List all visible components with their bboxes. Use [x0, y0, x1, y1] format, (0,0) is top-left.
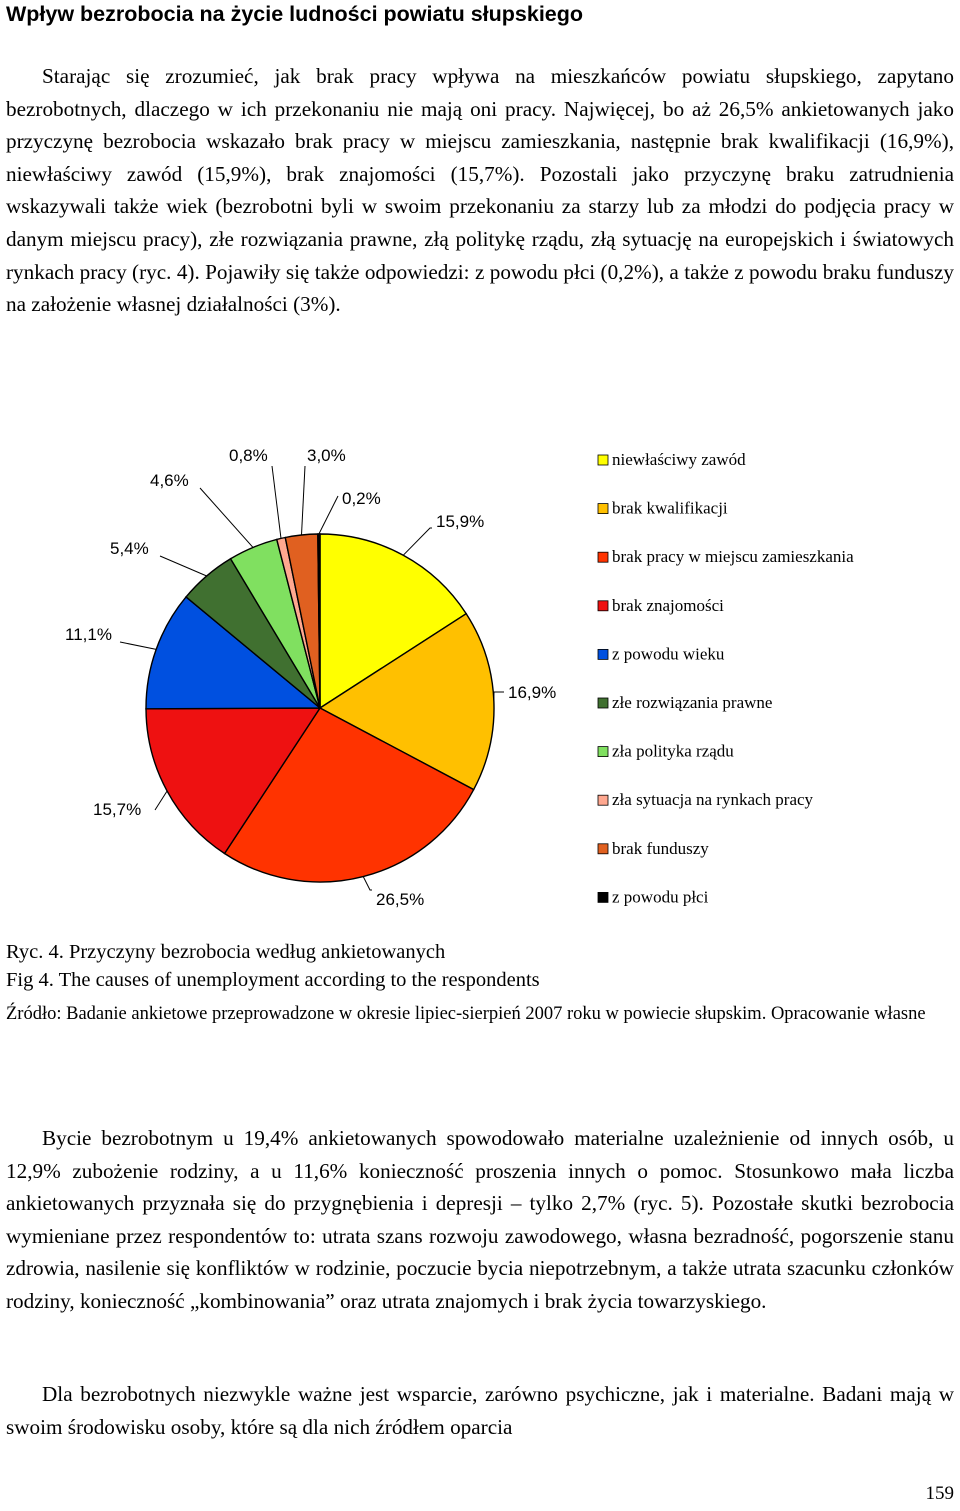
slice-data-label: 15,7% [93, 800, 142, 819]
leader-line [155, 791, 167, 810]
legend-label: brak kwalifikacji [612, 498, 728, 518]
figure-source: Źródło: Badanie ankietowe przeprowadzone w okresie lipiec-sierpień 2007 roku w powiecie słupskim. Opracowanie własne [6, 1004, 926, 1024]
slice-data-label: 4,6% [150, 471, 189, 490]
leader-line [319, 496, 338, 534]
paragraph-effects: Bycie bezrobotnym u 19,4% ankietowanych spowodowało materialne uzależnienie od innych osób, u 12,9% zubożenie rodziny, a u 11,6% konieczność proszenia innych o pomoc. Stosunkowo mała liczba ankietowanych przyznała się do przygnębienia i depresji – tylko 2,7% (ryc. 5). Pozostałe skutki bezrobocia wymieniane przez respondentów to: utrata szans rozwoju zawodowego, własna bezradność, pogorszenie stanu zdrowia, nasilenie się konfliktów w rodzinie, poczucie bycia niepotrzebnym, a także utrata szacunku członków rodziny, konieczność „kombinowania” oraz utrata znajomych i brak życia towarzyskiego. [6, 1126, 954, 1313]
slice-data-label: 26,5% [376, 890, 425, 909]
legend-swatch [598, 747, 608, 757]
legend-label: zła polityka rządu [612, 741, 734, 761]
figure-caption-en: Fig 4. The causes of unemployment according to the respondents [6, 969, 540, 991]
slice-data-label: 5,4% [110, 539, 149, 558]
legend-swatch [598, 698, 608, 708]
paragraph-support: Dla bezrobotnych niezwykle ważne jest wsparcie, zarówno psychiczne, jak i materialne. Badani mają w swoim środowisku osoby, które są dla nich źródłem oparcia [6, 1382, 954, 1439]
legend-label: złe rozwiązania prawne [612, 693, 773, 712]
pie-chart-causes [0, 430, 960, 930]
slice-data-label: 3,0% [307, 446, 346, 465]
leader-line [200, 488, 253, 547]
legend-label: brak pracy w miejscu zamieszkania [612, 547, 854, 567]
slice-data-label: 0,8% [229, 446, 268, 465]
slice-data-label: 16,9% [508, 683, 557, 702]
slice-data-label: 11,1% [65, 625, 112, 644]
legend-swatch [598, 601, 608, 611]
legend-label: niewłaściwy zawód [612, 450, 746, 469]
legend-swatch [598, 552, 608, 562]
legend-label: brak funduszy [612, 838, 709, 858]
legend-swatch [598, 844, 608, 854]
legend-swatch [598, 892, 608, 902]
leader-line [302, 466, 306, 535]
legend-label: zła sytuacja na rynkach pracy [612, 790, 814, 810]
slice-data-label: 15,9% [436, 512, 485, 531]
leader-line [494, 692, 504, 701]
legend-swatch [598, 455, 608, 465]
page-number: 159 [925, 1483, 954, 1504]
leader-line [403, 528, 432, 555]
leader-line [120, 642, 156, 649]
legend-label: brak znajomości [612, 595, 724, 615]
page-heading: Wpływ bezrobocia na życie ludności powiatu słupskiego [6, 2, 584, 26]
legend-label: z powodu płci [612, 887, 709, 907]
paragraph-intro: Starając się zrozumieć, jak brak pracy wpływa na mieszkańców powiatu słupskiego, zapytano bezrobotnych, dlaczego w ich przekonaniu nie mają oni pracy. Najwięcej, bo aż 26,5% ankietowanych jako przyczynę bezrobocia wskazało brak pracy w miejscu zamieszkania, następnie brak kwalifikacji (16,9%), niewłaściwy zawód (15,9%), brak znajomości (15,7%). Pozostali jako przyczynę braku zatrudnienia wskazywali także wiek (bezrobotni byli w swoim przekonaniu za starzy lub za młodzi do podjęcia pracy w danym miejscu pracy), złe rozwiązania prawne, złą politykę rządu, złą sytuację na europejskich i światowych rynkach pracy (ryc. 4). Pojawiły się także odpowiedzi: z powodu płci (0,2%), a także z powodu braku funduszy na założenie własnej działalności (3%). [6, 64, 954, 317]
legend-swatch [598, 504, 608, 514]
slice-data-label: 0,2% [342, 489, 381, 508]
figure-caption-pl: Ryc. 4. Przyczyny bezrobocia według ankietowanych [6, 941, 446, 963]
leader-line [363, 877, 372, 891]
legend-swatch [598, 795, 608, 805]
leader-line [272, 466, 281, 538]
legend-swatch [598, 649, 608, 659]
leader-line [160, 556, 207, 576]
legend-label: z powodu wieku [612, 644, 725, 664]
